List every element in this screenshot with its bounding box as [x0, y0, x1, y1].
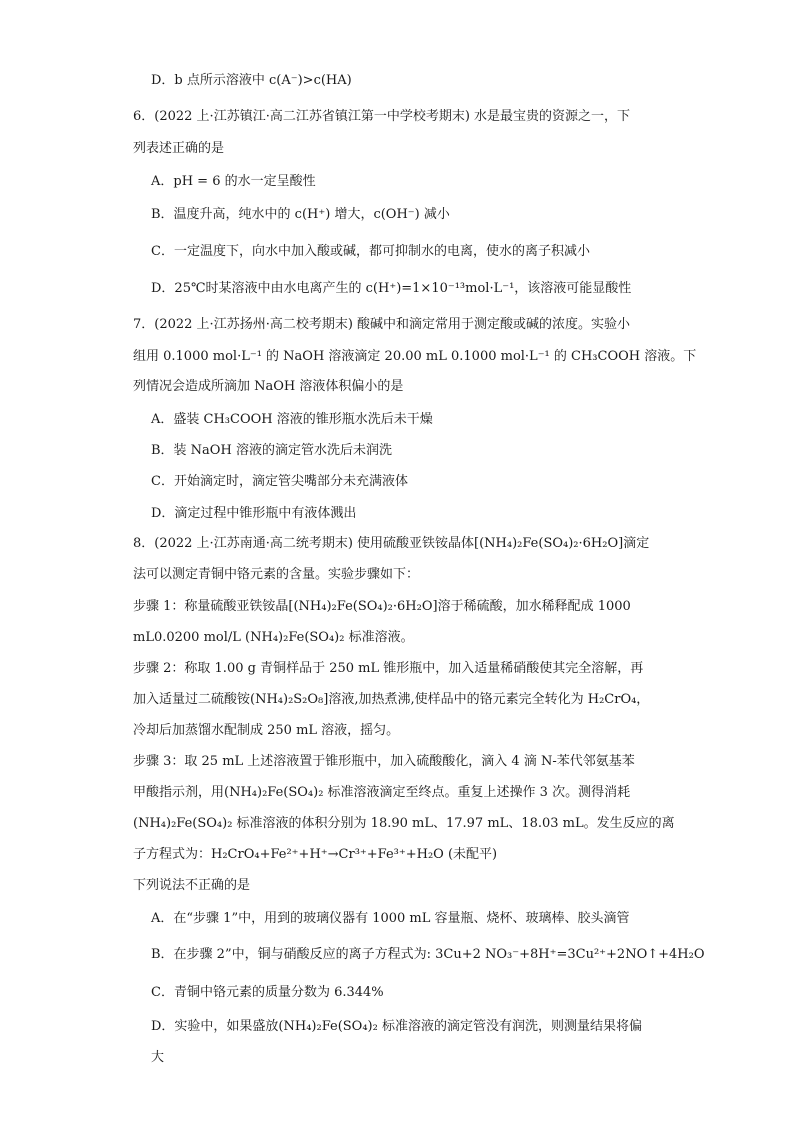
q7-stem-line-3: 列情况会造成所滴加 NaOH 溶液体积偏小的是 [133, 379, 404, 394]
q8-stem-line-2: 法可以测定青铜中铬元素的含量。实验步骤如下： [133, 567, 420, 582]
q8-step3-line-4: 子方程式为：H₂CrO₄+Fe²⁺+H⁺→Cr³⁺+Fe³⁺+H₂O (未配平) [133, 847, 498, 862]
q6-stem-line-1: 6．(2022 上·江苏镇江·高二江苏省镇江第一中学校考期末) 水是最宝贵的资源之一，下 [133, 109, 631, 124]
q8-option-d-line-2: 大 [151, 1050, 165, 1065]
q7-option-d: D．滴定过程中锥形瓶中有液体溅出 [151, 506, 357, 521]
q8-step3-line-3: (NH₄)₂Fe(SO₄)₂ 标准溶液的体积分别为 18.90 mL、17.97 mL、18.03 mL。发生反应的离 [133, 816, 675, 831]
q8-step2-line-3: 冷却后加蒸馏水配制成 250 mL 溶液，摇匀。 [133, 723, 400, 738]
q7-stem-line-1: 7．(2022 上·江苏扬州·高二校考期末) 酸碱中和滴定常用于测定酸或碱的浓度。实验小 [133, 317, 631, 332]
q8-step3-line-1: 步骤 3：取 25 mL 上述溶液置于锥形瓶中，加入硫酸酸化，滴入 4 滴 N-苯代邻氨基苯 [133, 754, 635, 769]
q8-option-d-line-1: D．实验中，如果盛放(NH₄)₂Fe(SO₄)₂ 标准溶液的滴定管没有润洗，则测量结果将偏 [151, 1019, 642, 1034]
q6-stem-line-2: 列表述正确的是 [133, 141, 225, 156]
q6-option-d: D．25℃时某溶液中由水电离产生的 c(H⁺)=1×10⁻¹³mol·L⁻¹，该溶液可能显酸性 [151, 281, 632, 296]
q8-prompt: 下列说法不正确的是 [133, 878, 251, 893]
q8-option-b: B．在步骤 2”中，铜与硝酸反应的离子方程式为: 3Cu+2 NO₃⁻+8H⁺=3Cu²⁺+2NO↑+4H₂O [151, 947, 705, 962]
q8-step2-line-1: 步骤 2：称取 1.00 g 青铜样品于 250 mL 锥形瓶中，加入适量稀硝酸使其完全溶解，再 [133, 661, 644, 676]
q8-option-a: A．在“步骤 1”中，用到的玻璃仪器有 1000 mL 容量瓶、烧杯、玻璃棒、胶头滴管 [151, 911, 630, 926]
q6-option-b: B．温度升高，纯水中的 c(H⁺) 增大，c(OH⁻) 减小 [151, 207, 450, 222]
q8-option-c: C．青铜中铬元素的质量分数为 6.344% [151, 985, 384, 1000]
q8-step1-line-1: 步骤 1：称量硫酸亚铁铵晶[(NH₄)₂Fe(SO₄)₂·6H₂O]溶于稀硫酸，加水稀释配成 1000 [133, 599, 631, 614]
q7-option-b: B．装 NaOH 溶液的滴定管水洗后未润洗 [151, 443, 392, 458]
q8-stem-line-1: 8．(2022 上·江苏南通·高二统考期末) 使用硫酸亚铁铵晶体[(NH₄)₂Fe(SO₄)₂·6H₂O]滴定 [133, 536, 650, 551]
q8-step1-line-2: mL0.0200 mol/L (NH₄)₂Fe(SO₄)₂ 标准溶液。 [133, 630, 414, 645]
q5-option-d: D．b 点所示溶液中 c(A⁻)>c(HA) [151, 73, 352, 88]
q7-stem-line-2: 组用 0.1000 mol·L⁻¹ 的 NaOH 溶液滴定 20.00 mL 0.1000 mol·L⁻¹ 的 CH₃COOH 溶液。下 [133, 349, 697, 364]
q7-option-c: C．开始滴定时，滴定管尖嘴部分未充满液体 [151, 474, 408, 489]
q6-option-c: C．一定温度下，向水中加入酸或碱，都可抑制水的电离，使水的离子积减小 [151, 244, 590, 259]
q7-option-a: A．盛装 CH₃COOH 溶液的锥形瓶水洗后未干燥 [151, 412, 433, 427]
q8-step2-line-2: 加入适量过二硫酸铵(NH₄)₂S₂O₈]溶液,加热煮沸,使样品中的铬元素完全转化为 H₂CrO₄， [133, 692, 650, 707]
q8-step3-line-2: 甲酸指示剂，用(NH₄)₂Fe(SO₄)₂ 标准溶液滴定至终点。重复上述操作 3 次。测得消耗 [133, 785, 631, 800]
q6-option-a: A．pH = 6 的水一定呈酸性 [151, 174, 316, 189]
